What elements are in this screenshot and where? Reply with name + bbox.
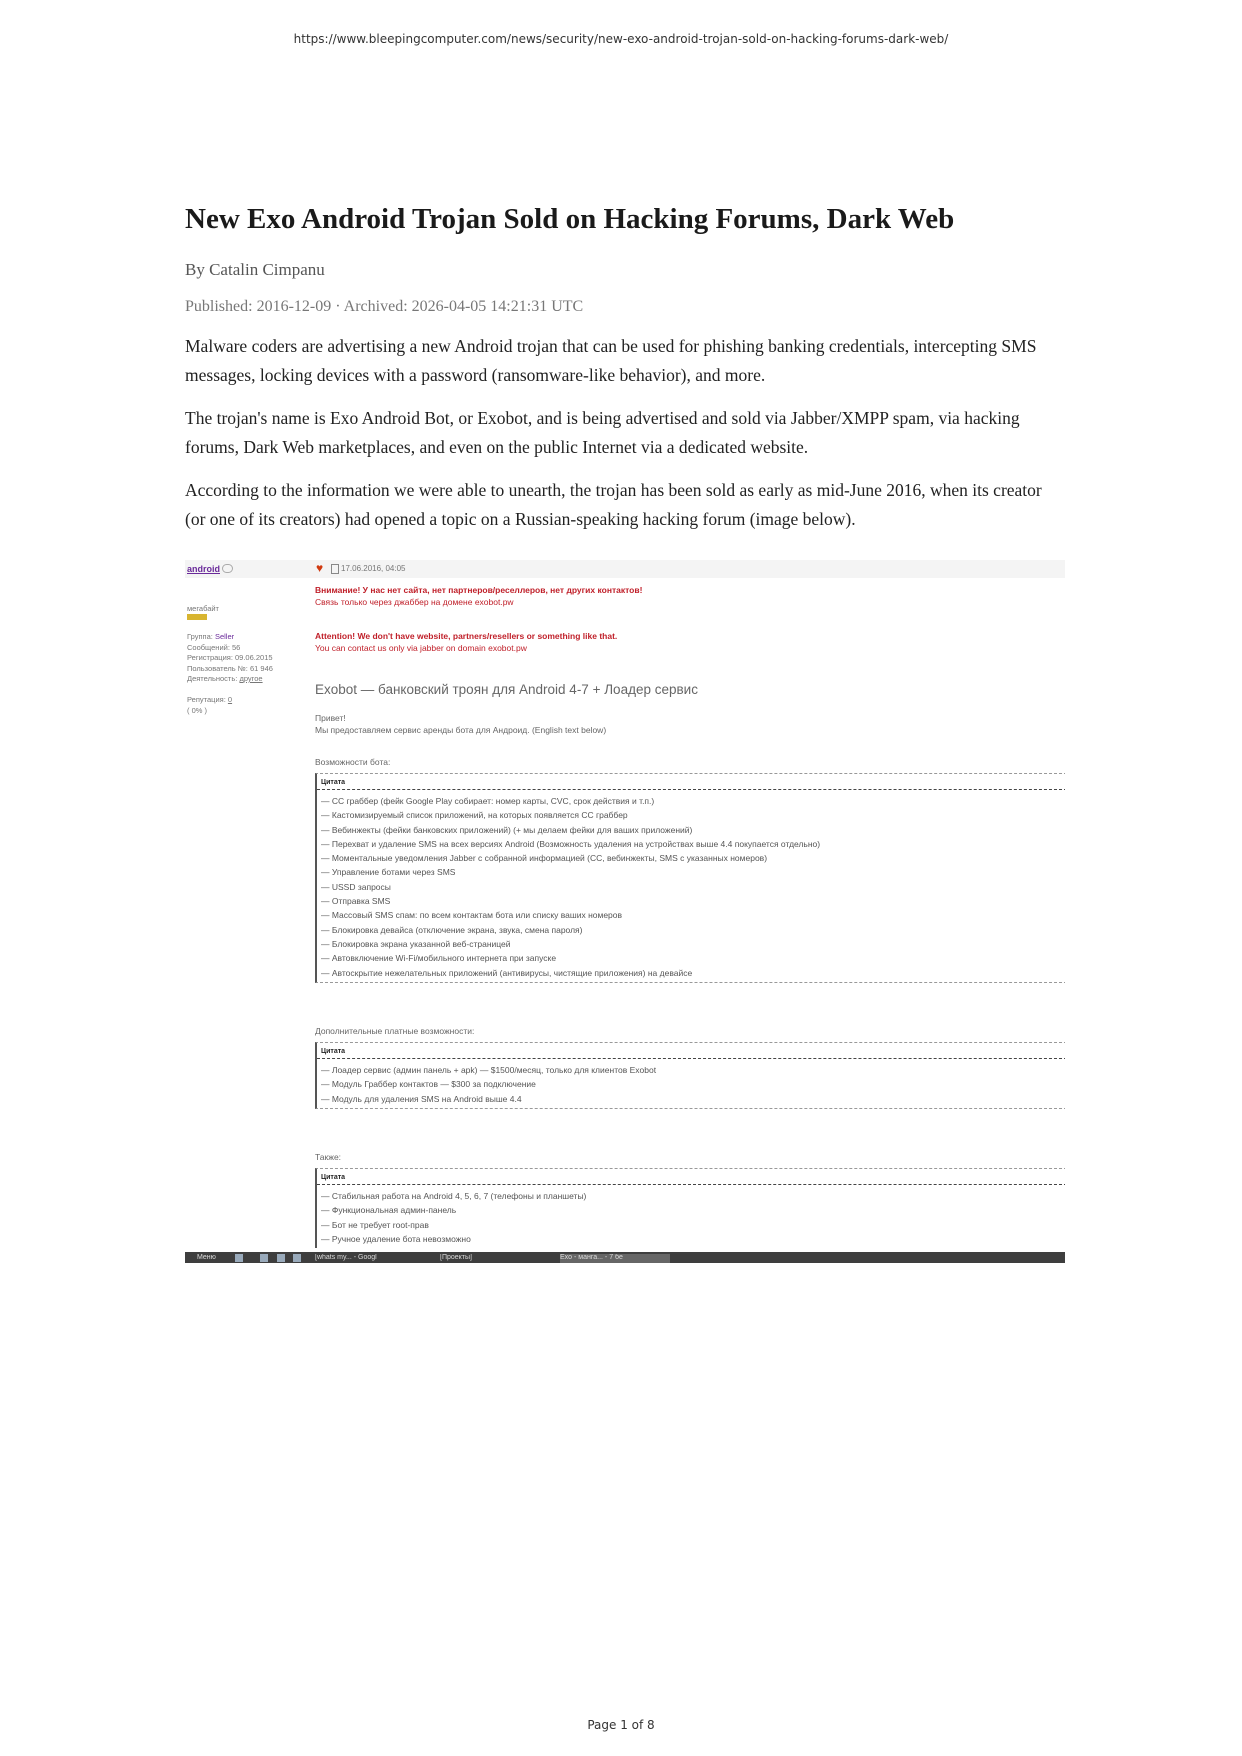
also-list [317, 1185, 1065, 1248]
forum-screenshot [185, 560, 1065, 1263]
group-value: Seller [214, 632, 235, 641]
also-label: Также: [315, 1152, 342, 1162]
greeting: Привет! [315, 713, 346, 723]
warning-en [315, 630, 617, 654]
activity-label: Деятельность: [187, 674, 238, 683]
post-title: Exobot — банковский троян для Android 4-7 + Лоадер сервис [315, 682, 698, 697]
user-info [187, 632, 273, 685]
quote-line: — Кастомизируемый список приложений, на которых появляется CC граббер [321, 810, 628, 821]
byline: By Catalin Cimpanu [185, 260, 325, 279]
reputation-info [187, 695, 232, 716]
paragraph: The trojan's name is Exo Android Bot, or Exobot, and is being advertised and sold via Jabber/XMPP spam, via hacking forums, Dark Web marketplaces, and even on the public Internet via a dedicated website. [185, 408, 1020, 457]
taskbar-tab: [whats my... - Googl [315, 1254, 377, 1261]
app-icon [260, 1254, 268, 1262]
warning-ru-text: Внимание! У нас нет сайта, нет партнеров/реселлеров, нет других контактов! [315, 585, 643, 595]
quote-line: — Вебинжекты (фейки банковских приложений) (+ мы делаем фейки для ваших приложений) [321, 824, 693, 835]
app-icon [235, 1254, 243, 1262]
intro-text: Мы предоставляем сервис аренды бота для Андроид. (English text below) [315, 725, 607, 735]
user-rank: мегабайт [187, 604, 219, 613]
contact-en-text: You can contact us only via jabber on domain exobot.pw [315, 643, 527, 653]
quote-line: — Модуль для удаления SMS на Android выше 4.4 [321, 1093, 522, 1104]
group-label: Группа: [187, 632, 213, 641]
article [185, 200, 1065, 534]
quote-line: — Автоскрытие нежелательных приложений (антивирусы, чистящие приложения) на девайсе [321, 967, 693, 978]
paragraph: Malware coders are advertising a new Android trojan that can be used for phishing banking credentials, intercepting SMS messages, locking devices with a password (ransomware-like behavior), and more. [185, 336, 1037, 385]
taskbar-tab: [Проекты] [440, 1254, 472, 1261]
taskbar-tab: Exo - манга... - 7 бе [560, 1254, 670, 1263]
paragraph: According to the information we were able to unearth, the trojan has been sold as early as mid-June 2016, when its creator (or one of its creators) had opened a topic on a Russian-speaking hacking forum (image below). [185, 480, 1042, 529]
quote-line: — Лоадер сервис (админ панель + apk) — $1500/месяц, только для клиентов Exobot [321, 1065, 657, 1075]
heart-icon: ♥ [316, 561, 324, 575]
quote-line: — Автовключение Wi-Fi/мобильного интернета при запуске [321, 953, 557, 964]
messages-count: Сообщений: 56 [187, 642, 241, 652]
quote-line: — Функциональная админ-панель [321, 1205, 457, 1216]
message-bubble-icon [222, 564, 233, 573]
activity-value: другое [239, 674, 263, 683]
quote-line: — USSD запросы [321, 881, 391, 892]
warning-ru [315, 584, 642, 608]
article-title: New Exo Android Trojan Sold on Hacking Forums, Dark Web [185, 203, 955, 235]
document-icon [331, 564, 339, 574]
features-list [317, 790, 1065, 982]
quote-line: — Перехват и удаление SMS на всех версиях Android (Возможность удаления на устройствах выше 4.4 покупается отдельно) [321, 838, 821, 849]
quote-line: — Отправка SMS [321, 896, 391, 907]
quote-label: Цитата [317, 774, 1065, 790]
quote-line: — CC граббер (фейк Google Play собирает: номер карты, CVC, срок действия и т.п.) [321, 796, 655, 806]
features-label: Возможности бота: [315, 757, 391, 767]
warning-en-text: Attention! We don't have website, partners/resellers or something like that. [315, 631, 618, 641]
reputation-percent: ( 0% ) [187, 705, 208, 715]
quote-label: Цитата [317, 1169, 1065, 1185]
contact-ru-text: Связь только через джаббер на домене exobot.pw [315, 597, 514, 607]
post-date: 17.06.2016, 04:05 [341, 564, 406, 573]
paid-list [317, 1059, 1065, 1108]
registration-date: Регистрация: 09.06.2015 [187, 653, 273, 662]
taskbar-menu: Меню [197, 1254, 216, 1261]
reputation-value: 0 [227, 695, 233, 704]
publish-meta: Published: 2016-12-09 · Archived: 2026-04-05 14:21:31 UTC [185, 298, 584, 315]
taskbar [185, 1252, 1065, 1263]
quote-line: — Массовый SMS спам: по всем контактам бота или списку ваших номеров [321, 910, 623, 921]
page-number: Page 1 of 8 [587, 1718, 655, 1732]
quote-label: Цитата [317, 1043, 1065, 1059]
quote-line: — Ручное удаление бота невозможно [321, 1233, 471, 1244]
quote-line: — Управление ботами через SMS [321, 867, 456, 878]
post-intro [315, 712, 606, 736]
quote-line: — Блокировка девайса (отключение экрана, звука, смена пароля) [321, 924, 583, 935]
paid-quote [315, 1042, 1065, 1109]
terminal-icon [277, 1254, 285, 1262]
forum-username: android [187, 564, 220, 574]
paid-label: Дополнительные платные возможности: [315, 1026, 475, 1036]
features-quote [315, 773, 1065, 983]
quote-line: — Моментальные уведомления Jabber с собранной информацией (CC, вебинжекты, SMS с указанных номеров) [321, 853, 768, 864]
folder-icon [293, 1254, 301, 1262]
source-url: https://www.bleepingcomputer.com/news/security/new-exo-android-trojan-sold-on-hacking-forums-dark-web/ [293, 32, 949, 46]
quote-line: — Бот не требует root-прав [321, 1219, 429, 1230]
quote-line: — Модуль Граббер контактов — $300 за подключение [321, 1079, 536, 1090]
user-number: Пользователь №: 61 946 [187, 663, 273, 673]
reputation-label: Репутация: [187, 695, 226, 704]
quote-line: — Стабильная работа на Android 4, 5, 6, 7 (телефоны и планшеты) [321, 1191, 587, 1201]
quote-line: — Блокировка экрана указанной веб-страницей [321, 938, 511, 949]
rank-stars-icon [187, 614, 207, 620]
also-quote [315, 1168, 1065, 1248]
